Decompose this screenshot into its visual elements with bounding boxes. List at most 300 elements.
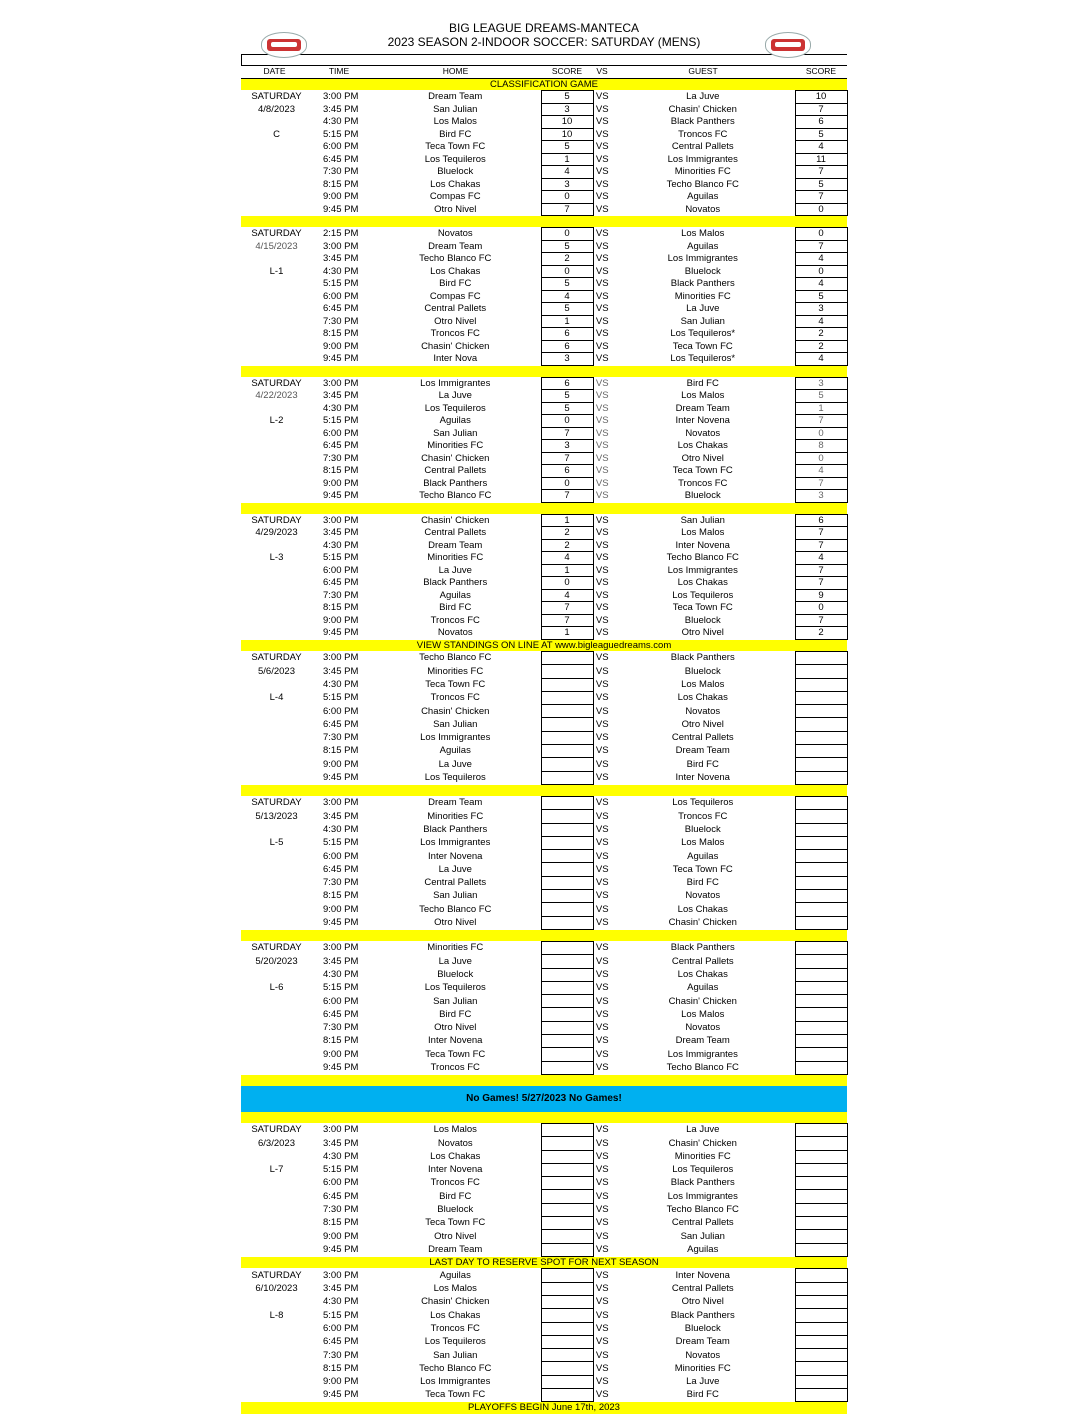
guest-score <box>795 652 847 665</box>
vs-label: VS <box>595 1269 609 1281</box>
guest-team: Techo Blanco FC <box>666 552 739 563</box>
date-cell <box>241 968 308 981</box>
date-cell <box>241 758 308 771</box>
game-time: 3:00 PM <box>323 240 359 252</box>
schedule-sheet <box>241 18 847 1414</box>
game-time: 9:00 PM <box>323 340 359 352</box>
guest-score <box>795 995 847 1008</box>
home-team: La Juve <box>438 863 472 875</box>
guest-score: 7 <box>795 539 847 552</box>
week-separator <box>241 929 847 941</box>
game-row <box>241 539 847 552</box>
week-separator-text <box>241 784 847 796</box>
home-score <box>541 995 593 1008</box>
guest-team: Inter Novena <box>675 539 730 551</box>
vs-label: VS <box>595 340 609 352</box>
date-cell <box>241 614 308 627</box>
week-date: 4/29/2023 <box>255 527 298 538</box>
home-team: Los Immigrantes <box>420 732 491 744</box>
guest-team: Los Malos <box>681 527 725 538</box>
game-time: 6:00 PM <box>323 564 359 576</box>
date-cell <box>241 890 308 903</box>
home-score <box>541 1295 593 1308</box>
guest-score: 7 <box>795 564 847 577</box>
guest-team: Dream Team <box>675 1035 730 1047</box>
game-time: 9:00 PM <box>323 1230 359 1242</box>
home-team: Techo Blanco FC <box>419 903 492 915</box>
guest-score <box>795 955 847 968</box>
game-row <box>241 1243 847 1256</box>
guest-score: 0 <box>795 265 847 278</box>
vs-label: VS <box>595 850 609 862</box>
home-score: 3 <box>541 353 593 366</box>
home-team: Central Pallets <box>424 527 487 538</box>
home-team: Bird FC <box>439 602 472 613</box>
guest-team: Bluelock <box>684 490 721 501</box>
guest-score <box>795 903 847 916</box>
guest-team: Chasin' Chicken <box>668 917 737 929</box>
guest-score: 8 <box>795 440 847 453</box>
guest-team: Los Immigrantes <box>667 564 738 576</box>
vs-label: VS <box>595 1283 609 1295</box>
home-team: Central Pallets <box>424 877 487 889</box>
guest-score: 7 <box>795 191 847 204</box>
game-time: 9:45 PM <box>323 353 359 364</box>
game-time: 4:30 PM <box>323 265 359 277</box>
guest-team: Bluelock <box>684 265 721 277</box>
game-row <box>241 390 847 403</box>
vs-label: VS <box>595 917 609 929</box>
vs-label: VS <box>595 1296 609 1308</box>
guest-team: Novatos <box>685 705 721 717</box>
game-row <box>241 1375 847 1388</box>
game-time: 3:45 PM <box>323 1137 359 1149</box>
home-team: Los Immigrantes <box>420 1376 491 1388</box>
vs-label: VS <box>595 678 609 690</box>
vs-label: VS <box>595 1217 609 1229</box>
guest-team: Los Immigrantes <box>667 1048 738 1060</box>
date-cell <box>241 1362 308 1375</box>
guest-team: La Juve <box>686 1376 720 1388</box>
home-score: 1 <box>541 153 593 166</box>
vs-label: VS <box>595 353 609 364</box>
guest-score <box>795 1061 847 1074</box>
game-time: 9:00 PM <box>323 477 359 489</box>
no-games-banner-text: No Games! 5/27/2023 No Games! <box>241 1086 847 1112</box>
date-cell <box>241 116 308 129</box>
game-row <box>241 278 847 291</box>
guest-team: San Julian <box>680 514 725 526</box>
guest-team: Bird FC <box>686 377 719 389</box>
guest-score <box>795 1021 847 1034</box>
guest-team: Bluelock <box>684 1322 721 1334</box>
home-score: 2 <box>541 539 593 552</box>
vs-label: VS <box>595 1349 609 1361</box>
vs-label: VS <box>595 877 609 889</box>
vs-label: VS <box>595 1177 609 1189</box>
game-time: 3:45 PM <box>323 1283 359 1295</box>
game-time: 6:00 PM <box>323 427 359 439</box>
guest-team: Teca Town FC <box>672 340 733 352</box>
game-row <box>241 141 847 154</box>
home-score: 10 <box>541 128 593 141</box>
guest-score <box>795 1203 847 1216</box>
home-team: Black Panthers <box>423 823 488 835</box>
header-subtitle: 2023 SEASON 2-INDOOR SOCCER: SATURDAY (MENS) <box>387 35 701 49</box>
home-score <box>541 1349 593 1362</box>
guest-score <box>795 1349 847 1362</box>
guest-team: Novatos <box>685 890 721 902</box>
date-cell <box>241 678 308 691</box>
game-row <box>241 253 847 266</box>
game-time: 8:15 PM <box>323 602 359 613</box>
home-score: 5 <box>541 402 593 415</box>
game-row <box>241 340 847 353</box>
vs-label: VS <box>595 772 609 784</box>
vs-label: VS <box>595 128 609 140</box>
game-time: 3:00 PM <box>323 514 359 526</box>
date-cell <box>241 1203 308 1216</box>
guest-team: Troncos FC <box>678 810 728 822</box>
guest-team: Otro Nivel <box>681 627 724 638</box>
guest-team: Aguilas <box>687 982 719 994</box>
week-separator <box>241 502 847 514</box>
home-team: Dream Team <box>428 1243 483 1255</box>
date-cell <box>241 1008 308 1021</box>
game-row <box>241 527 847 540</box>
game-time: 3:00 PM <box>323 797 359 809</box>
week-date: 4/22/2023 <box>255 390 298 401</box>
game-time: 5:15 PM <box>323 837 359 849</box>
home-score <box>541 731 593 744</box>
guest-score <box>795 916 847 929</box>
guest-team: Los Tequileros* <box>670 353 736 364</box>
home-score <box>541 1203 593 1216</box>
date-cell <box>241 876 308 889</box>
game-row <box>241 514 847 527</box>
guest-team: Central Pallets <box>671 141 734 152</box>
game-time: 9:00 PM <box>323 758 359 770</box>
vs-label: VS <box>595 153 609 165</box>
guest-score: 7 <box>795 103 847 116</box>
home-team: Bird FC <box>439 1190 472 1202</box>
guest-score: 7 <box>795 577 847 590</box>
home-score <box>541 1137 593 1150</box>
game-time: 3:45 PM <box>323 955 359 967</box>
home-team: La Juve <box>438 564 472 576</box>
guest-team: Los Chakas <box>677 903 728 915</box>
week-separator <box>241 1112 847 1124</box>
game-time: 7:30 PM <box>323 1204 359 1216</box>
home-team: Novatos <box>437 228 473 239</box>
date-cell <box>241 1389 308 1402</box>
vs-label: VS <box>595 665 609 677</box>
vs-label: VS <box>595 1204 609 1216</box>
guest-score: 7 <box>795 166 847 179</box>
home-score <box>541 1177 593 1190</box>
game-time: 4:30 PM <box>323 968 359 980</box>
vs-label: VS <box>595 178 609 190</box>
game-row <box>241 328 847 341</box>
guest-score <box>795 665 847 678</box>
home-score: 5 <box>541 91 593 104</box>
game-row <box>241 1389 847 1402</box>
guest-team: Los Tequileros <box>672 589 734 601</box>
guest-score: 4 <box>795 315 847 328</box>
home-score <box>541 1282 593 1295</box>
game-row <box>241 1035 847 1048</box>
game-row <box>241 1282 847 1295</box>
week-date: 4/15/2023 <box>255 240 298 252</box>
home-team: Novatos <box>437 627 473 638</box>
guest-score: 11 <box>795 153 847 166</box>
guest-team: Black Panthers <box>670 116 735 127</box>
date-cell <box>241 178 308 191</box>
guest-team: Central Pallets <box>671 1283 734 1295</box>
guest-team: Aguilas <box>687 1243 719 1255</box>
vs-label: VS <box>595 903 609 915</box>
home-team: Techo Blanco FC <box>419 490 492 501</box>
game-row <box>241 1123 847 1136</box>
col-date: DATE <box>241 66 308 79</box>
vs-label: VS <box>595 1389 609 1401</box>
standings-banner <box>241 639 847 652</box>
game-row <box>241 353 847 366</box>
guest-team: Inter Novena <box>675 772 730 784</box>
home-score <box>541 1335 593 1348</box>
game-time: 3:00 PM <box>323 652 359 664</box>
guest-score <box>795 876 847 889</box>
game-row <box>241 1309 847 1322</box>
guest-score <box>795 1389 847 1402</box>
week-separator-text <box>241 365 847 377</box>
home-team: Teca Town FC <box>425 1217 486 1229</box>
guest-team: La Juve <box>686 303 720 314</box>
col-time: TIME <box>308 66 370 79</box>
date-cell <box>241 303 308 316</box>
game-time: 8:15 PM <box>323 178 359 190</box>
vs-label: VS <box>595 253 609 264</box>
game-row <box>241 705 847 718</box>
guest-score <box>795 981 847 994</box>
vs-label: VS <box>595 390 609 401</box>
home-score: 1 <box>541 315 593 328</box>
guest-team: Los Malos <box>681 1008 725 1020</box>
date-cell <box>241 253 308 266</box>
home-score: 6 <box>541 377 593 390</box>
home-team: Chasin' Chicken <box>421 452 490 464</box>
guest-score <box>795 1035 847 1048</box>
game-time: 6:00 PM <box>323 995 359 1007</box>
home-score <box>541 903 593 916</box>
guest-score: 3 <box>795 303 847 316</box>
guest-score: 0 <box>795 203 847 216</box>
game-row <box>241 745 847 758</box>
date-cell <box>241 191 308 204</box>
guest-team: Minorities FC <box>674 166 731 177</box>
home-team: Inter Novena <box>428 1164 483 1176</box>
game-row <box>241 916 847 929</box>
game-time: 9:45 PM <box>323 1062 359 1073</box>
big-league-dreams-logo-left <box>261 32 307 58</box>
date-cell <box>241 1295 308 1308</box>
guest-team: Los Chakas <box>677 440 728 451</box>
vs-label: VS <box>595 514 609 526</box>
game-row <box>241 203 847 216</box>
vs-label: VS <box>595 328 609 339</box>
home-score: 7 <box>541 490 593 503</box>
guest-score: 4 <box>795 278 847 291</box>
home-team: Novatos <box>437 1137 473 1149</box>
game-time: 6:00 PM <box>323 290 359 302</box>
home-team: San Julian <box>433 427 478 439</box>
home-team: Teca Town FC <box>425 678 486 690</box>
week-separator-text <box>241 216 847 228</box>
week-label: L-5 <box>269 837 284 849</box>
date-cell <box>241 1061 308 1074</box>
week-separator-text <box>241 929 847 941</box>
date-cell <box>241 1150 308 1163</box>
last-day-banner <box>241 1256 847 1269</box>
guest-team: Bluelock <box>684 614 721 626</box>
game-time: 3:00 PM <box>323 377 359 389</box>
guest-team: Los Chakas <box>677 692 728 704</box>
guest-team: Chasin' Chicken <box>668 995 737 1007</box>
home-score <box>541 1123 593 1136</box>
home-score: 1 <box>541 514 593 527</box>
big-league-dreams-logo-right <box>765 32 811 58</box>
date-cell <box>241 353 308 366</box>
vs-label: VS <box>595 1309 609 1321</box>
guest-score: 3 <box>795 377 847 390</box>
home-score <box>541 890 593 903</box>
guest-score <box>795 968 847 981</box>
home-score <box>541 1269 593 1282</box>
game-row <box>241 440 847 453</box>
date-cell <box>241 850 308 863</box>
guest-score: 7 <box>795 477 847 490</box>
home-team: Bird FC <box>439 1008 472 1020</box>
vs-label: VS <box>595 402 609 414</box>
date-cell <box>241 863 308 876</box>
home-score: 6 <box>541 465 593 478</box>
guest-score <box>795 1243 847 1256</box>
game-time: 4:30 PM <box>323 823 359 835</box>
guest-team: Otro Nivel <box>681 452 724 464</box>
home-score: 7 <box>541 427 593 440</box>
game-time: 6:45 PM <box>323 303 359 314</box>
guest-team: Troncos FC <box>678 128 728 140</box>
home-team: Los Tequileros <box>424 1336 486 1348</box>
game-row <box>241 836 847 849</box>
vs-label: VS <box>595 797 609 809</box>
guest-team: Inter Novena <box>675 1269 730 1281</box>
home-score: 5 <box>541 390 593 403</box>
guest-score: 6 <box>795 116 847 129</box>
vs-label: VS <box>595 652 609 664</box>
home-team: Los Tequileros <box>424 153 486 165</box>
guest-score: 7 <box>795 415 847 428</box>
week-separator <box>241 216 847 228</box>
vs-label: VS <box>595 440 609 451</box>
vs-label: VS <box>595 203 609 215</box>
guest-team: Black Panthers <box>670 1309 735 1321</box>
guest-score: 0 <box>795 452 847 465</box>
date-cell <box>241 315 308 328</box>
home-team: Dream Team <box>428 240 483 252</box>
vs-label: VS <box>595 1035 609 1047</box>
game-time: 8:15 PM <box>323 890 359 902</box>
vs-label: VS <box>595 810 609 822</box>
game-time: 8:15 PM <box>323 465 359 476</box>
guest-score <box>795 1309 847 1322</box>
game-row <box>241 665 847 678</box>
game-time: 4:30 PM <box>323 1296 359 1308</box>
date-cell <box>241 203 308 216</box>
vs-label: VS <box>595 614 609 626</box>
home-score: 10 <box>541 116 593 129</box>
vs-label: VS <box>595 823 609 835</box>
home-score: 2 <box>541 253 593 266</box>
home-score <box>541 1061 593 1074</box>
game-row <box>241 810 847 823</box>
vs-label: VS <box>595 758 609 770</box>
game-time: 5:15 PM <box>323 278 359 289</box>
game-row <box>241 315 847 328</box>
week-label: L-4 <box>269 692 284 704</box>
home-score <box>541 968 593 981</box>
home-team: Inter Novena <box>428 850 483 862</box>
home-team: Minorities FC <box>427 665 484 677</box>
game-row <box>241 823 847 836</box>
home-score: 4 <box>541 589 593 602</box>
col-vs: VS <box>593 66 611 79</box>
home-score <box>541 876 593 889</box>
game-row <box>241 718 847 731</box>
home-team: La Juve <box>438 955 472 967</box>
vs-label: VS <box>595 1230 609 1242</box>
home-team: Bird FC <box>439 278 472 289</box>
guest-team: San Julian <box>680 315 725 327</box>
date-cell <box>241 731 308 744</box>
home-team: Dream Team <box>428 91 483 102</box>
home-score: 6 <box>541 340 593 353</box>
home-score <box>541 745 593 758</box>
date-cell <box>241 465 308 478</box>
guest-team: Bluelock <box>684 665 721 677</box>
guest-team: Inter Novena <box>675 415 730 426</box>
game-row <box>241 128 847 141</box>
week-day: SATURDAY <box>251 1269 302 1281</box>
classification-banner <box>241 78 847 91</box>
home-team: Chasin' Chicken <box>421 340 490 352</box>
vs-label: VS <box>595 527 609 538</box>
week-date: 5/13/2023 <box>255 810 298 822</box>
game-time: 7:30 PM <box>323 1349 359 1361</box>
home-score <box>541 810 593 823</box>
game-time: 9:45 PM <box>323 203 359 215</box>
guest-score <box>795 810 847 823</box>
guest-score <box>795 1150 847 1163</box>
home-team: Chasin' Chicken <box>421 1296 490 1308</box>
date-cell <box>241 1035 308 1048</box>
home-team: Los Immigrantes <box>420 377 491 389</box>
home-team: Dream Team <box>428 797 483 809</box>
date-cell <box>241 564 308 577</box>
game-row <box>241 1295 847 1308</box>
date-cell <box>241 627 308 640</box>
week-day: SATURDAY <box>251 652 302 664</box>
